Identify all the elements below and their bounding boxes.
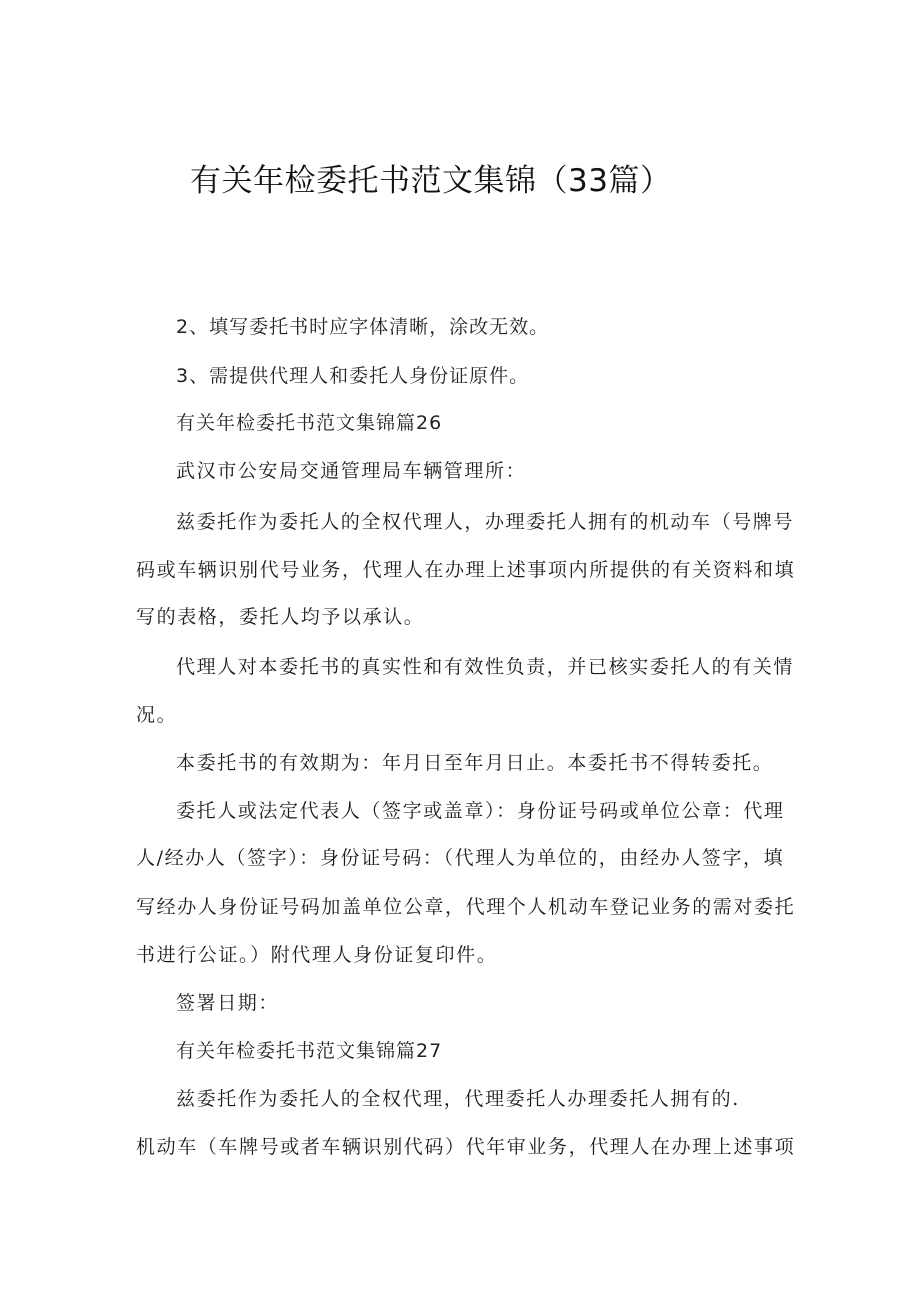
- paragraph-line: 兹委托作为委托人的全权代理，代理委托人办理委托人拥有的.: [176, 1088, 740, 1110]
- paragraph-line: 写经办人身份证号码加盖单位公章，代理个人机动车登记业务的需对委托: [136, 896, 796, 918]
- paragraph-line: 书进行公证。）附代理人身份证复印件。: [136, 944, 498, 966]
- section-heading: 有关年检委托书范文集锦篇27: [176, 1040, 443, 1062]
- paragraph-line: 码或车辆识别代号业务，代理人在办理上述事项内所提供的有关资料和填: [136, 559, 796, 581]
- paragraph-line: 兹委托作为委托人的全权代理人，办理委托人拥有的机动车（号牌号: [176, 511, 795, 533]
- paragraph-line: 本委托书的有效期为：年月日至年月日止。本委托书不得转委托。: [176, 752, 774, 774]
- paragraph-line: 机动车（车牌号或者车辆识别代码）代年审业务，代理人在办理上述事项: [136, 1136, 796, 1158]
- paragraph-line: 代理人对本委托书的真实性和有效性负责，并已核实委托人的有关情: [176, 656, 795, 678]
- paragraph-line: 3、需提供代理人和委托人身份证原件。: [176, 365, 530, 387]
- paragraph-line: 况。: [136, 704, 178, 726]
- paragraph-line: 武汉市公安局交通管理局车辆管理所：: [176, 460, 527, 482]
- page-title: 有关年检委托书范文集锦（33篇）: [190, 163, 672, 199]
- paragraph-line: 签署日期：: [176, 992, 280, 1014]
- section-heading: 有关年检委托书范文集锦篇26: [176, 412, 443, 434]
- paragraph-line: 2、填写委托书时应字体清晰，涂改无效。: [176, 316, 550, 338]
- paragraph-line: 人/经办人（签字）：身份证号码：（代理人为单位的，由经办人签字，填: [136, 847, 785, 869]
- paragraph-line: 委托人或法定代表人（签字或盖章）：身份证号码或单位公章：代理: [176, 800, 785, 822]
- paragraph-line: 写的表格，委托人均予以承认。: [136, 606, 425, 628]
